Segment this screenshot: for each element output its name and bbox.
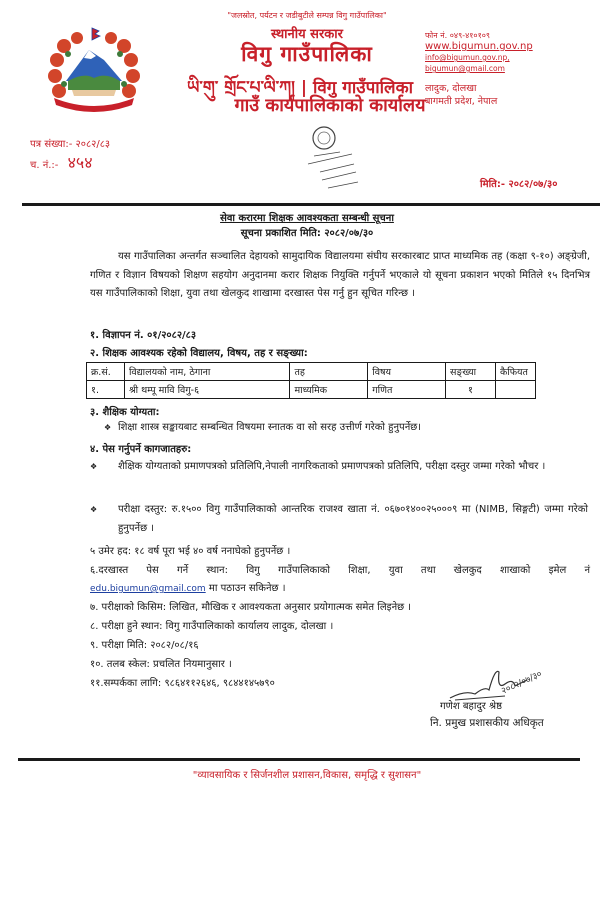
reference-block [30, 136, 110, 175]
dispatch-number [30, 154, 110, 175]
letter-number-value: २०८२/८३ [75, 139, 111, 150]
col-count: सङ्ख्या [446, 363, 496, 381]
website-link[interactable]: www.bigumun.gov.np [425, 41, 533, 52]
cell-school: श्री थम्पू मावि विगु-६ [124, 381, 289, 399]
letter-number [30, 136, 110, 154]
salary-scale: १०. तलब स्केल: प्रचलित नियमानुसार । [90, 659, 232, 670]
email-link-gmail[interactable]: bigumun@gmail.com [425, 64, 505, 73]
office-stamp-icon [300, 124, 370, 200]
requirement-table [86, 362, 536, 399]
municipality-title: विगु गाउँपालिका [241, 42, 373, 66]
col-subject: विषय [368, 363, 446, 381]
dispatch-number-value: ४५४ [67, 153, 93, 172]
submission-email-line: edu.bigumun@gmail.com मा पठाउन सकिनेछ । [90, 583, 286, 594]
letter-number-label: पत्र संख्या:- [30, 139, 73, 150]
exam-type: ७. परीक्षाको किसिम: लिखित, मौखिक र आवश्यकता अनुसार प्रयोगात्मक समेत लिइनेछ । [90, 602, 412, 613]
header-divider [22, 203, 600, 206]
qualification-bullet: ❖ शिक्षा शास्त्र सङ्कायबाट सम्बन्धित विषयमा स्नातक वा सो सरह उत्तीर्ण गरेको हुनुपर्नेछ। [104, 418, 584, 437]
notice-body-text: यस गाउँपालिका अन्तर्गत सञ्चालित देहायको सामुदायिक विद्यालयमा संघीय सरकारबाट प्राप्त माध्यमिक तह (कक्षा ९-१०) अङ्ग्रेजी, गणित र विज्ञान विषयको शिक्षण सहयोग अनुदानमा करार शिक्षक नियुक्ति गर्नुपर्ने भएकाले यो सूचना प्रकाशन भएको मितिले १५ दिनभित्र यस गाउँपालिकाको शिक्षा, युवा तथा खेलकुद शाखामा दरखास्त पेस गर्नु हुन सूचित गरिन्छ । [90, 251, 590, 299]
exam-place: ८. परीक्षा हुने स्थान: विगु गाउँपालिकाको कार्यालय लादुक, दोलखा । [90, 621, 334, 632]
issue-date [480, 176, 557, 190]
documents-heading: ४. पेस गर्नुपर्ने कागजातहरु: [90, 444, 192, 455]
table-header-row [87, 363, 536, 381]
issue-date-label: मिति:- [480, 179, 506, 190]
col-level: तह [290, 363, 368, 381]
office-title: गाउँ कार्यपालिकाको कार्यालय [234, 95, 426, 116]
diamond-bullet-icon: ❖ [90, 462, 98, 471]
submission-place: ६.दरखास्त पेस गर्ने स्थान: विगु गाउँपालिकाको शिक्षा, युवा तथा खेलकुद शाखाको इमेल नं [90, 565, 590, 576]
local-government-label: स्थानीय सरकार [271, 27, 343, 42]
col-remarks: कैफियत [495, 363, 535, 381]
cell-level: माध्यमिक [290, 381, 368, 399]
diamond-bullet-icon: ❖ [104, 423, 112, 432]
submission-email-link[interactable]: edu.bigumun@gmail.com [90, 584, 206, 594]
footer-divider [18, 758, 580, 761]
issue-date-value: २०८२/०७/३० [508, 179, 558, 190]
ad-number: १. विज्ञापन नं. ०१/२०८२/८३ [90, 330, 197, 341]
cell-remarks [495, 381, 535, 399]
col-school: विद्यालयको नाम, ठेगाना [124, 363, 289, 381]
contact-numbers: ११.सम्पर्कका लागि: ९८६४११२६४६, ९८४४१४५७९० [90, 678, 275, 689]
signatory-designation: नि. प्रमुख प्रशासकीय अधिकृत [430, 717, 544, 729]
contact-block [425, 30, 533, 108]
requirement-heading: २. शिक्षक आवश्यक रहेको विद्यालय, विषय, तह र सङ्ख्या: [90, 348, 308, 359]
cell-serial: १. [87, 381, 125, 399]
address-line-2: बागमती प्रदेश, नेपाल [425, 96, 498, 107]
email-link-info[interactable]: info@bigumun.gov.np, [425, 53, 510, 62]
age-limit: ५ उमेर हद: १८ वर्ष पूरा भई ४० वर्ष ननाघेको हुनुपर्नेछ । [90, 546, 291, 557]
address-line-1: लादुक, दोलखा [425, 83, 477, 94]
cell-subject: गणित [368, 381, 446, 399]
notice-body [90, 248, 590, 304]
documents-bullet-2: ❖ परीक्षा दस्तुर: रु.१५०० विगु गाउँपालिकाको आन्तरिक राजश्व खाता नं. ०६७०१४००२५०००९ मा (NIMB, सिङ्गटी) जम्मा गरेको हुनुपर्नेछ । [104, 500, 588, 538]
qualification-heading: ३. शैक्षिक योग्यता: [90, 407, 160, 418]
municipality-title-alt-script: ཡི་གུ་ གྲོང་པ་ལི་ཀ། | विगु गाउँपालिका [186, 78, 414, 98]
notice-published-date: सूचना प्रकाशित मिति: २०८२/०७/३० [240, 228, 374, 239]
cell-count: १ [446, 381, 496, 399]
footer-tagline: "व्यावसायिक र सिर्जनशील प्रशासन,विकास, समृद्धि र सुशासन" [192, 770, 422, 781]
documents-bullet-1: ❖ शैक्षिक योग्यताको प्रमाणपत्रको प्रतिलिपि,नेपाली नागरिकताको प्रमाणपत्रको प्रतिलिपि, परीक्षा दस्तुर जम्मा गरेको भौचर । [104, 457, 588, 476]
diamond-bullet-icon: ❖ [90, 505, 98, 514]
exam-date: ९. परीक्षा मिति: २०८२/०८/१६ [90, 640, 199, 651]
svg-text:२०८२/०७/३०: २०८२/०७/३० [500, 669, 544, 697]
notice-title: सेवा करारमा शिक्षक आवश्यकता सम्बन्धी सूचना [220, 213, 394, 224]
signatory-name: गणेश बहादुर श्रेष्ठ [440, 701, 502, 712]
phone-number: फोन नं. ०४९-४१०१०९ [425, 31, 491, 40]
col-serial: क्र.सं. [87, 363, 125, 381]
municipality-tagline: "जलस्रोत, पर्यटन र जडीबुटीले सम्पन्न विगु गाउँपालिका" [227, 11, 387, 20]
dispatch-number-label: च. नं.:- [30, 160, 59, 171]
table-row [87, 381, 536, 399]
